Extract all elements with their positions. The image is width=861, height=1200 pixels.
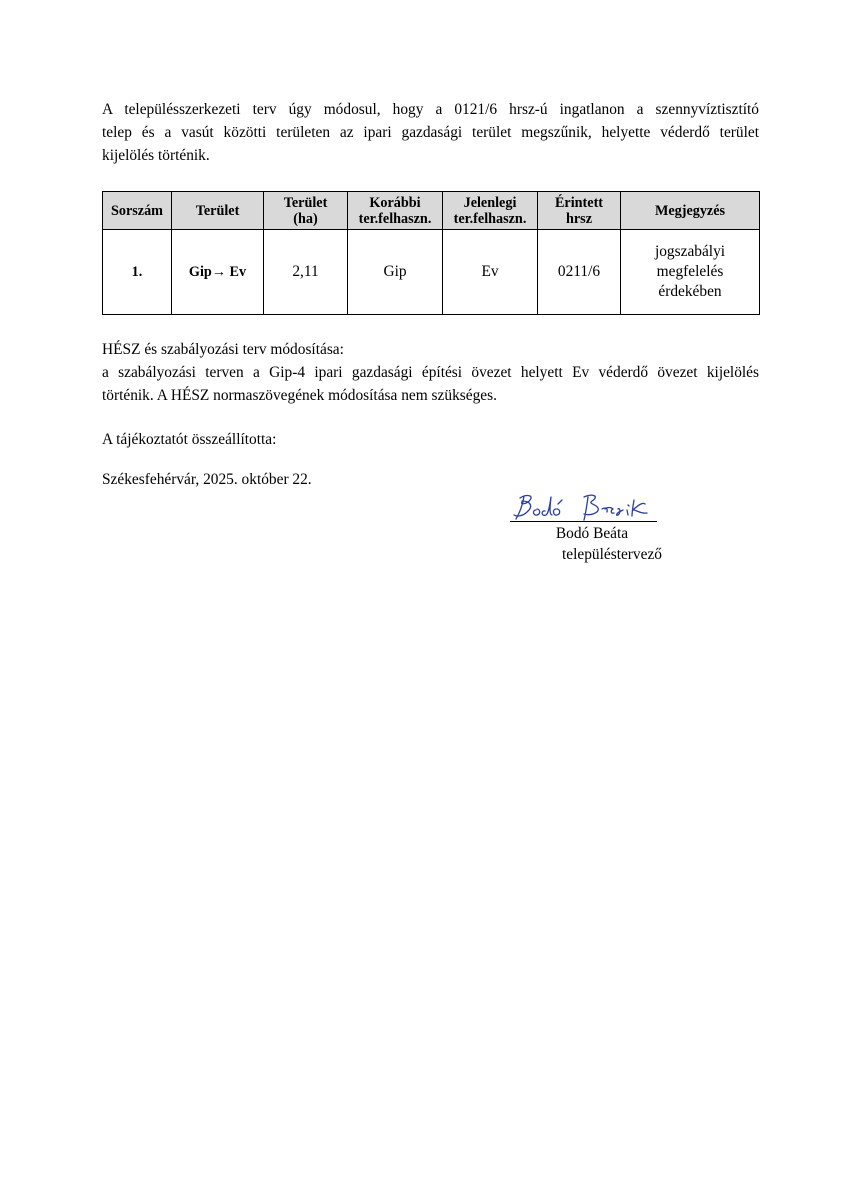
header-korabbi: Korábbi ter.felhaszn.: [348, 192, 443, 230]
cell-terulet-ha: 2,11: [264, 230, 348, 315]
handwritten-signature: [510, 488, 660, 523]
cell-jelenlegi: Ev: [443, 230, 538, 315]
header-terulet: Terület: [172, 192, 264, 230]
intro-line: A településszerkezeti terv úgy módosul, hogy a 0121/6 hrsz-ú ingatlanon a szennyvíztisztító: [102, 101, 759, 118]
signature-line: [510, 521, 657, 522]
intro-line: telep és a vasút közötti területen az ipari gazdasági terület megszűnik, helyette véderdő terület: [102, 124, 759, 141]
cell-erintett: 0211/6: [538, 230, 621, 315]
intro-line: kijelölés történik.: [102, 147, 210, 164]
compiled-by-label: A tájékoztatót összeállította:: [102, 431, 277, 448]
cell-korabbi: Gip: [348, 230, 443, 315]
cell-megjegyzes: jogszabályi megfelelés érdekében: [621, 230, 760, 315]
table-row: [103, 230, 760, 315]
header-erintett: Érintett hrsz: [538, 192, 621, 230]
header-terulet-ha: Terület (ha): [264, 192, 348, 230]
table-header-row: [103, 192, 760, 230]
signatory-role: településtervező: [562, 546, 662, 563]
header-megjegyzes: Megjegyzés: [621, 192, 760, 230]
hesz-line: történik. A HÉSZ normaszövegének módosítása nem szükséges.: [102, 387, 497, 404]
hesz-body: [102, 361, 759, 407]
place-date: Székesfehérvár, 2025. október 22.: [102, 471, 312, 488]
intro-paragraph: [102, 98, 759, 167]
header-sorszam: Sorszám: [103, 192, 172, 230]
signatory-name: Bodó Beáta: [555, 525, 629, 542]
land-use-table: [102, 191, 760, 315]
cell-terulet: Gip→ Ev: [172, 230, 264, 315]
header-jelenlegi: Jelenlegi ter.felhaszn.: [443, 192, 538, 230]
hesz-title: HÉSZ és szabályozási terv módosítása:: [102, 341, 344, 358]
hesz-line: a szabályozási terven a Gip-4 ipari gazdasági építési övezet helyett Ev véderdő övezet kijelölés: [102, 364, 759, 381]
cell-sorszam: 1.: [103, 230, 172, 315]
